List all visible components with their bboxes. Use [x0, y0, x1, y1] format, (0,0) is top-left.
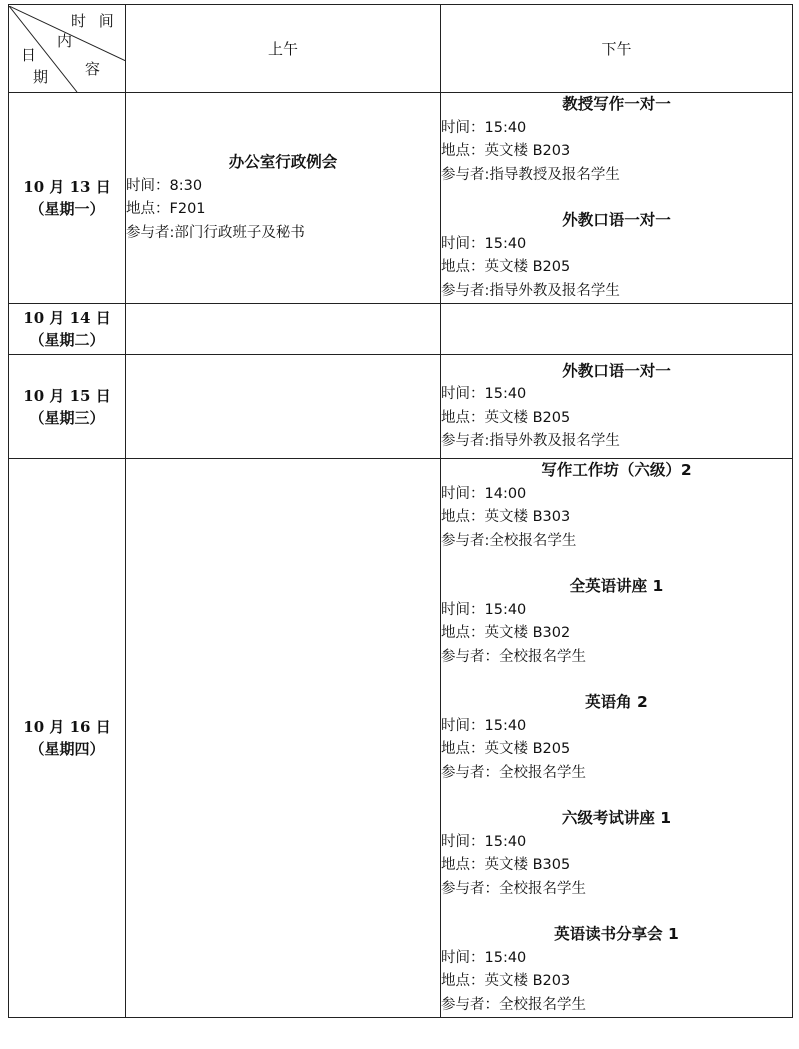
afternoon-cell: [441, 355, 793, 459]
event-title: 教授写作一对一: [562, 95, 671, 113]
event-title: 办公室行政例会: [228, 153, 338, 171]
afternoon-cell: [441, 93, 793, 304]
event-title: 全英语讲座 1: [569, 577, 664, 595]
event-time: 时间：8:30: [126, 177, 203, 194]
event-title: 写作工作坊（六级）2: [541, 461, 692, 479]
afternoon-cell: [441, 459, 793, 1018]
morning-cell: [126, 304, 441, 355]
day-row: [9, 459, 793, 1018]
date-cell: [9, 93, 126, 304]
header-morning: 上午: [126, 5, 441, 93]
date-label: 10 月 15 日: [23, 386, 111, 405]
event-place: 地点：英文楼 B203: [441, 143, 571, 159]
event-block: [441, 360, 792, 454]
event-time: 时间：15:40: [441, 386, 527, 402]
event-block: [441, 209, 792, 303]
event-place: 地点：F201: [126, 201, 206, 217]
header-content-label-1: 内: [57, 31, 73, 50]
event-place: 地点：英文楼 B303: [441, 509, 571, 525]
day-row: [9, 93, 793, 304]
weekday-label: （星期四）: [29, 740, 105, 758]
event-attendees: 参与者:指导外教及报名学生: [441, 433, 620, 449]
afternoon-cell: [441, 304, 793, 355]
date-label: 10 月 16 日: [23, 718, 111, 736]
morning-cell: [126, 355, 441, 459]
morning-cell: [126, 93, 441, 304]
event-place: 地点：英文楼 B305: [441, 857, 571, 873]
event-block: [441, 93, 792, 187]
event-place: 地点：英文楼 B302: [441, 625, 571, 641]
diagonal-header-cell: [9, 5, 126, 93]
schedule-table: [8, 4, 793, 1018]
weekday-label: （星期二）: [29, 331, 105, 349]
event-title: 六级考试讲座 1: [561, 809, 672, 827]
event-attendees: 参与者:全校报名学生: [441, 532, 577, 549]
event-place: 地点：英文楼 B203: [441, 973, 571, 989]
event-time: 时间：14:00: [441, 485, 527, 502]
date-cell: [9, 355, 126, 459]
weekday-label: （星期三）: [29, 408, 105, 427]
weekday-label: （星期一）: [29, 200, 105, 218]
event-attendees: 参与者：全校报名学生: [441, 880, 586, 897]
date-label: 10 月 13 日: [23, 178, 111, 196]
date-cell: [9, 304, 126, 355]
header-row: [9, 5, 793, 93]
event-block: [441, 575, 792, 669]
header-afternoon: 下午: [441, 5, 793, 93]
event-place: 地点：英文楼 B205: [441, 259, 571, 275]
event-block: [441, 807, 792, 901]
event-time: 时间：15:40: [441, 833, 527, 850]
header-date-label-2: 期: [33, 67, 49, 86]
event-attendees: 参与者:指导外教及报名学生: [441, 282, 620, 299]
event-block: [126, 151, 440, 245]
event-place: 地点：英文楼 B205: [441, 741, 571, 757]
event-attendees: 参与者：全校报名学生: [441, 996, 586, 1013]
event-time: 时间：15:40: [441, 235, 527, 252]
header-time-label: 时 间: [71, 11, 118, 30]
event-title: 外教口语一对一: [562, 211, 671, 229]
event-attendees: 参与者:指导教授及报名学生: [441, 166, 620, 183]
event-time: 时间：15:40: [441, 717, 527, 734]
event-block: [441, 691, 792, 785]
date-label: 10 月 14 日: [23, 309, 111, 327]
event-title: 外教口语一对一: [562, 361, 671, 380]
event-time: 时间：15:40: [441, 119, 527, 136]
header-date-label-1: 日: [21, 45, 37, 64]
event-time: 时间：15:40: [441, 949, 527, 966]
day-row: [9, 355, 793, 459]
day-row: [9, 304, 793, 355]
morning-cell: [126, 459, 441, 1018]
event-place: 地点：英文楼 B205: [441, 409, 571, 426]
event-time: 时间：15:40: [441, 601, 527, 618]
event-attendees: 参与者：全校报名学生: [441, 764, 586, 781]
header-content-label-2: 容: [85, 59, 101, 78]
event-block: [441, 923, 792, 1017]
event-title: 英语角 2: [585, 693, 648, 711]
event-attendees: 参与者：全校报名学生: [441, 648, 586, 665]
event-title: 英语读书分享会 1: [554, 925, 679, 943]
event-attendees: 参与者:部门行政班子及秘书: [126, 224, 305, 241]
date-cell: [9, 459, 126, 1018]
event-block: [441, 459, 792, 553]
